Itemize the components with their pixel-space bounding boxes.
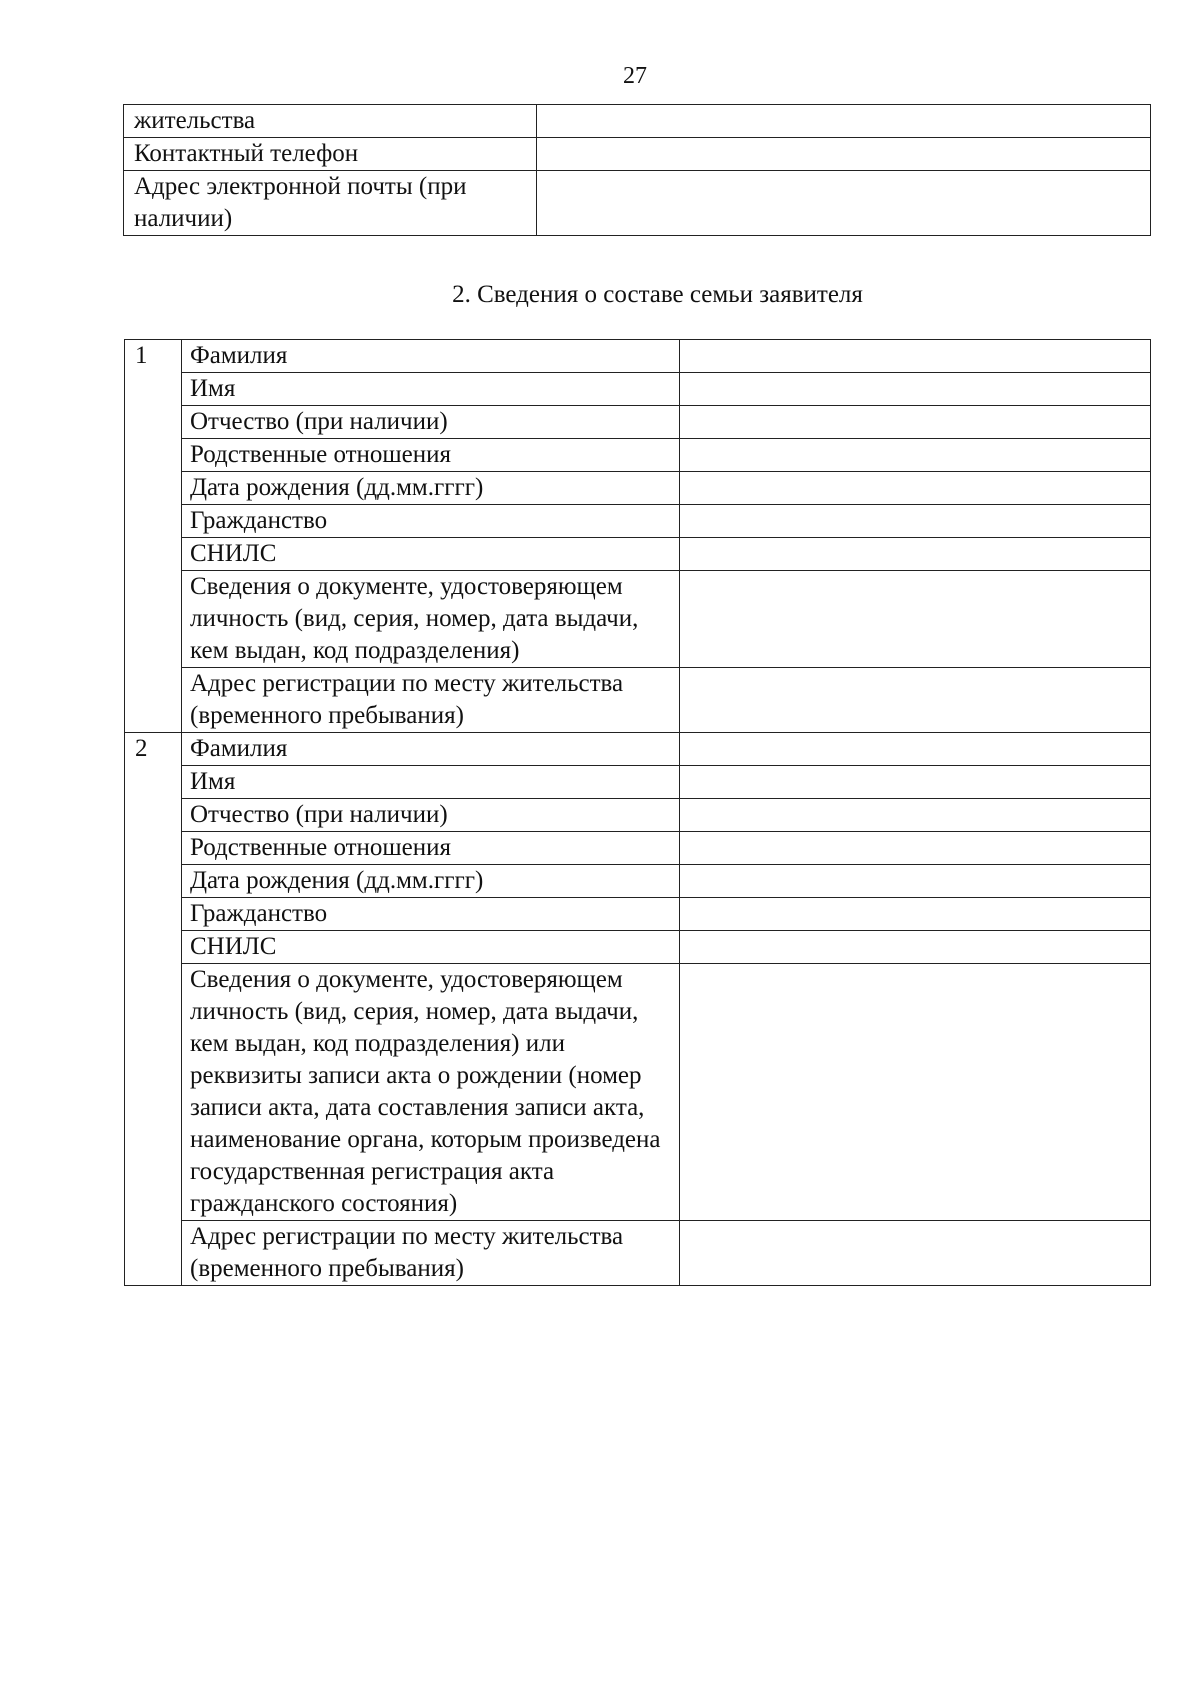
field-value[interactable]: [537, 171, 1151, 236]
field-value[interactable]: [680, 439, 1151, 472]
member-number: 2: [125, 733, 182, 1286]
table-row: [125, 668, 1151, 733]
field-value[interactable]: [537, 138, 1151, 171]
applicant-contact-table: [123, 104, 1151, 236]
table-row: [125, 472, 1151, 505]
table-row: [125, 1221, 1151, 1286]
field-label: Дата рождения (дд.мм.гггг): [182, 865, 680, 898]
field-value[interactable]: [680, 406, 1151, 439]
table-row: [125, 832, 1151, 865]
table-row: [125, 373, 1151, 406]
field-label: Фамилия: [182, 733, 680, 766]
field-value[interactable]: [680, 538, 1151, 571]
field-label: Адрес регистрации по месту жительства (временного пребывания): [182, 668, 680, 733]
field-value[interactable]: [680, 898, 1151, 931]
field-label: жительства: [124, 105, 537, 138]
field-value[interactable]: [680, 373, 1151, 406]
table-row: [125, 571, 1151, 668]
field-label: Сведения о документе, удостоверяющем личность (вид, серия, номер, дата выдачи, кем выдан, код подразделения) или реквизиты записи акта о рождении (номер записи акта, дата составления записи акта, наименование органа, которым произведена государственная регистрация акта гражданского состояния): [182, 964, 680, 1221]
table-row: [125, 406, 1151, 439]
table-row: [125, 340, 1151, 373]
table-row: [124, 171, 1151, 236]
field-value[interactable]: [537, 105, 1151, 138]
field-label: СНИЛС: [182, 538, 680, 571]
field-label: Гражданство: [182, 505, 680, 538]
field-label: Сведения о документе, удостоверяющем личность (вид, серия, номер, дата выдачи, кем выдан, код подразделения): [182, 571, 680, 668]
field-label: Родственные отношения: [182, 832, 680, 865]
table-row: [125, 931, 1151, 964]
field-value[interactable]: [680, 766, 1151, 799]
field-label: Имя: [182, 766, 680, 799]
field-value[interactable]: [680, 865, 1151, 898]
field-label: Адрес регистрации по месту жительства (временного пребывания): [182, 1221, 680, 1286]
field-label: Гражданство: [182, 898, 680, 931]
field-label: Дата рождения (дд.мм.гггг): [182, 472, 680, 505]
table-row: [125, 865, 1151, 898]
field-label: Адрес электронной почты (при наличии): [124, 171, 537, 236]
table-row: [125, 766, 1151, 799]
table-row: [124, 138, 1151, 171]
table-row: [125, 538, 1151, 571]
table-row: [125, 799, 1151, 832]
field-value[interactable]: [680, 733, 1151, 766]
family-members-table: [124, 339, 1151, 1286]
field-label: Фамилия: [182, 340, 680, 373]
field-value[interactable]: [680, 571, 1151, 668]
field-value[interactable]: [680, 668, 1151, 733]
field-label: Контактный телефон: [124, 138, 537, 171]
table-row: [125, 964, 1151, 1221]
section-title: 2. Сведения о составе семьи заявителя: [452, 281, 863, 308]
field-label: Отчество (при наличии): [182, 799, 680, 832]
field-label: Родственные отношения: [182, 439, 680, 472]
table-row: [125, 733, 1151, 766]
page-number: 27: [623, 63, 647, 89]
table-row: [125, 505, 1151, 538]
field-value[interactable]: [680, 931, 1151, 964]
table-row: [125, 439, 1151, 472]
field-label: СНИЛС: [182, 931, 680, 964]
table-row: [125, 898, 1151, 931]
field-label: Отчество (при наличии): [182, 406, 680, 439]
field-label: Имя: [182, 373, 680, 406]
member-number: 1: [125, 340, 182, 733]
field-value[interactable]: [680, 1221, 1151, 1286]
field-value[interactable]: [680, 472, 1151, 505]
table-row: [124, 105, 1151, 138]
field-value[interactable]: [680, 340, 1151, 373]
field-value[interactable]: [680, 799, 1151, 832]
field-value[interactable]: [680, 505, 1151, 538]
field-value[interactable]: [680, 832, 1151, 865]
field-value[interactable]: [680, 964, 1151, 1221]
